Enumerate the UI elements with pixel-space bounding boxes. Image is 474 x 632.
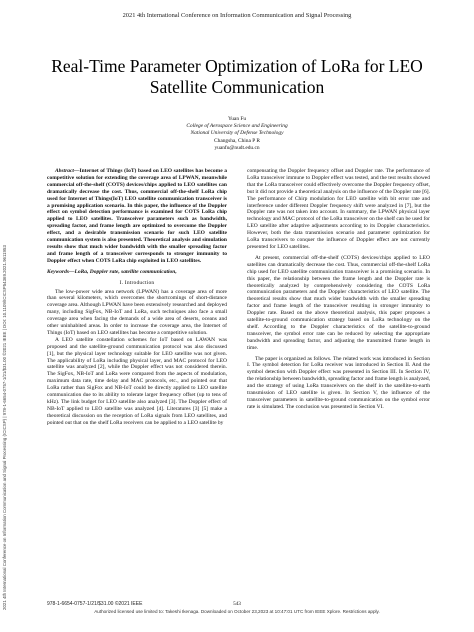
author-name: Yuan Fu: [227, 116, 247, 122]
side-identifier: 2021 4th International Conference on Information Communication and Signal Processing (ICICSP) | 978-1-6654-0757-1/21/$31.00 ©2021 IEEE | DOI: 10.1109/ICICSP54369.2021.9611953: [2, 245, 7, 610]
footer-isbn: 978-1-6654-0757-1/21/$31.00 ©2021 IEEE: [47, 601, 143, 607]
keywords: Keywords—LoRa, Doppler rate, satellite communication,: [47, 268, 177, 275]
abstract-label: Abstract: [55, 168, 74, 174]
author-email[interactable]: yuanfu@nudt.edu.cn: [214, 144, 260, 151]
intro-paragraph-2: A LEO satellite constellation schemes for IoT based on LAWAN was proposed and the satellite-ground communication protocol was also discussed [1], but the physical layer technology suitable for LEO satellite was not given. The applicability of LoRa including physical layer, and MAC protocol for LEO satellite was analyzed [2], while the Doppler effect was not considered therein. The SigFox, NB-IoT and LoRa were compared from the aspects of modulation, maximum data rate, time delay and MAC protocols, etc., and pointed out that LoRa rather than SigFox and NB-IoT could be directly applied to LEO satellite communication due to its ability to tolerate larger frequency offset (up to tens of kHz). The link budget for LEO satellite also analyzed [3]. The Doppler effect of NB-IoT applied to LEO satellite was analyzed [4]. Literatures [3] [5] make a theoretical discussion on the reception of LoRa signals from LEO satellites, and pointed out that on the shelf LoRa receivers can be applied to a LEO satellite by: [47, 336, 227, 426]
abstract: [47, 168, 227, 265]
section-heading-introduction: I. Introduction: [119, 279, 155, 286]
right-column: [247, 168, 430, 411]
right-paragraph-1: compensating the Doppler frequency offset and Doppler rate. The performance of LoRa transceiver immune to Doppler effect was tested, and the test results showed that the LoRa transceiver could effectively overcome the Doppler frequency offset, but it did not provide a theoretical analysis on the influence of the Doppler rate [6]. The performance of Chirp modulation for LEO satellite with bit error rate and interference under different Doppler frequency shift were analyzed in [7], but the Doppler rate was not taken into account. In summary, the LPWAN physical layer technology and MAC protocol of the LoRa transceiver on the shelf can be used for LEO satellite after adaptive adjustments according to its Doppler characteristics. However, both the data transmission scenario and parameter optimization for LoRa transceivers to conquer the influence of Doppler effect are not currently presented for LEO satellites.: [247, 168, 430, 250]
author-block: [0, 116, 474, 152]
author-university: National University of Defense Technology: [190, 130, 284, 137]
author-city: Changsha, China P R: [214, 137, 260, 144]
conference-header: 2021 4th International Conference on Information Communication and Signal Processing: [122, 12, 352, 19]
right-paragraph-3: The paper is organized as follows. The related work was introduced in Section I. The symbol detection for LoRa receiver was introduced in Section II. And the symbol detection with Doppler effect was presented in Section III. In Section IV, the relationship between bandwidth, spreading factor and frame length is analyzed, and the strategy of using LoRa transceivers on the shelf in the satellite-to-earth transmission of LEO satellite is given. In Section V, the influence of the transceiver parameters in satellite-to-ground communication on the symbol error rate is simulated. The conclusion was presented in Section VI.: [247, 355, 430, 410]
left-column: [47, 168, 227, 427]
paper-title: Real-Time Parameter Optimization of LoRa for LEO Satellite Communication: [51, 56, 423, 97]
intro-paragraph-1: The low-power wide area network (LPWAN) has a coverage area of more than several kilometers, which overcomes the shortcomings of short-distance coverage area. Although LPWAN have been extensively researched and deployed many, including SigFox, NB-IoT and LoRa, such techniques also face a small coverage area when facing the demands of a wide area of deserts, oceans and other uninhabited areas. In order to increase the coverage area, the Internet of Things (IoT) based on LEO satellites has become a competitive solution.: [47, 288, 227, 336]
license-notice: Authorized licensed use limited to: Takeshi Ikenaga. Downloaded on October 23,2023 at 10:47:01 UTC from IEEE Xplore. Restrictions apply.: [94, 609, 380, 614]
page-number: 543: [233, 601, 241, 607]
right-paragraph-2: At present, commercial off-the-shelf (COTS) devices/chips applied to LEO satellites can dramatically decrease the cost. Thus, commercial off-the-shelf LoRa chip used for LEO satellite communication transceiver is a promising scenario. In this paper, the relationship between the frame length and the Doppler rate is theoretically analyzed by comprehensively considering the COTS LoRa communication parameters and the Doppler characteristics of LEO satellite. The theoretical results show that much wider bandwidth with the smaller spreading factor and frame length of the transceiver resulting in stronger immunity to Doppler rate. Based on the above theoretical analysis, this paper proposes a satellite-to-ground communication strategy based on LoRa technology on the shelf. According to the Doppler characteristics of the satellite-to-ground transceiver, the symbol error rate can be reduced by selecting the appropriate bandwidth and spreading factor, and adjusting the transmitted frame length in time.: [247, 254, 430, 351]
abstract-text: —Internet of Things (IoT) based on LEO satellites has become a competitive solution for extending the coverage area of LPWAN, meanwhile commercial off-the-shelf (COTS) devices/chips applied to LEO satellites can dramatically decrease the cost. Thus, commercial off-the-shelf LoRa chip used for Internet of Things(IoT) LEO satellite communication transceiver is a promising application scenario. In this paper, the influence of the Doppler effect on symbol detection performance is examined for COTS LoRa chip applied to LEO satellites. Transceiver parameters such as bandwidth, spreading factor, and frame length are optimized to overcome the Doppler effect, and a desirable transmission scenario for such LEO satellite communication system is also presented. Theoretical analysis and simulation results show that much wider bandwidth with the smaller spreading factor and frame length of a transceiver corresponds to stronger immunity to Doppler effect when COTS LoRa chip exploited in LEO satellites.: [47, 168, 227, 264]
author-department: College of Aerospace Science and Engineering: [186, 123, 288, 130]
